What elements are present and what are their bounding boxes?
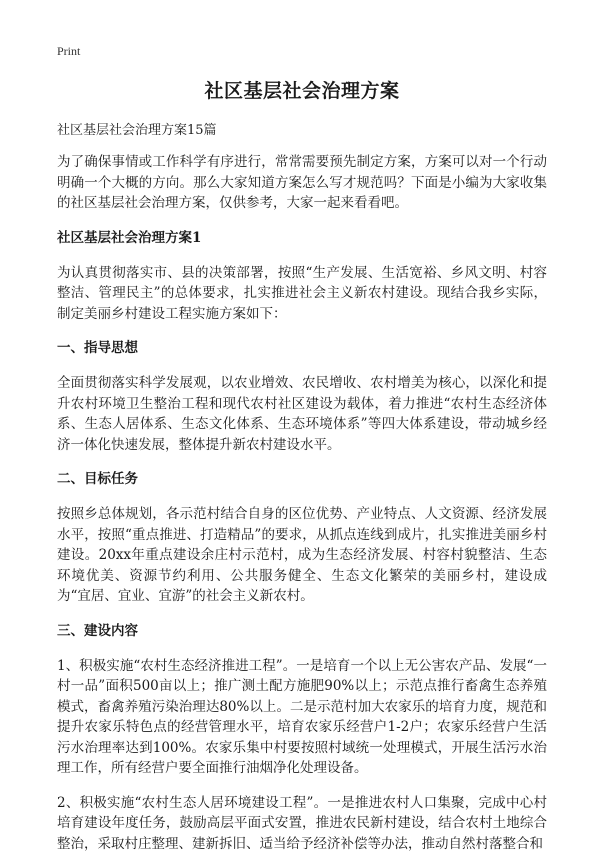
section1-title: 社区基层社会治理方案1 (57, 229, 202, 246)
page-title: 社区基层社会治理方案 (204, 80, 400, 102)
guiding-ideology-paragraph: 全面贯彻落实科学发展观，以农业增效、农民增收、农村增美为核心，以深化和提升农村环境卫生整治工程和现代农村社区建设为载体，着力推进“农村生态经济体系、生态人居体系、生态文化体系、生态环境体系”等四大体系建设，带动城乡经济一体化快速发展，整体提升新农村建设水平。 (57, 375, 547, 453)
print-link[interactable]: Print (57, 44, 81, 58)
document-body (57, 76, 547, 868)
section1-intro-paragraph: 为认真贯彻落实市、县的决策部署，按照“生产发展、生活宽裕、乡风文明、村容整洁、管理民主”的总体要求，扎实推进社会主义新农村建设。现结合我乡实际，制定美丽乡村建设工程实施方案如下： (57, 264, 547, 322)
construction-item-2-paragraph: 2、积极实施“农村生态人居环境建设工程”。一是推进农村人口集聚，完成中心村培育建设年度任务，鼓励高层平面式安置，推进农民新村建设，结合农村土地综合整治，采取村庄整理、建新拆旧、适当给予经济补偿等办法，推动自然村落整合和 (57, 794, 547, 852)
construction-item-1-paragraph: 1、积极实施“农村生态经济推进工程”。一是培育一个以上无公害农产品、发展“一村一品”面积500亩以上；推广测土配方施肥90%以上；示范点推行畜禽生态养殖模式，畜禽养殖污染治理达80%以上。二是示范村加大农家乐的培育力度，规范和提升农家乐特色点的经营管理水平，培育农家乐经营户1-2户；农家乐经营户生活污水治理率达到100%。农家乐集中村要按照村域统一处理模式，开展生活污水治理工作，所有经营户要全面推行油烟净化处理设备。 (57, 657, 547, 776)
goals-paragraph: 按照乡总体规划，各示范村结合自身的区位优势、产业特点、人文资源、经济发展水平，按照“重点推进、打造精品”的要求，从抓点连线到成片，扎实推进美丽乡村建设。20xx年重点建设余庄村示范村，成为生态经济发展、村容村貌整洁、生态环境优美、资源节约利用、公共服务健全、生态文化繁荣的美丽乡村，建设成为“宜居、宜业、宜游”的社会主义新农村。 (57, 506, 547, 604)
heading-goals: 二、目标任务 (57, 471, 138, 487)
heading-construction-content: 三、建设内容 (57, 622, 138, 639)
document-subtitle: 社区基层社会治理方案15篇 (57, 123, 217, 138)
intro-paragraph: 为了确保事情或工作科学有序进行，常常需要预先制定方案，方案可以对一个行动明确一个大概的方向。那么大家知道方案怎么写才规范吗？下面是小编为大家收集的社区基层社会治理方案，仅供参考，大家一起来看看吧。 (57, 154, 547, 211)
heading-guiding-ideology: 一、指导思想 (57, 340, 138, 356)
